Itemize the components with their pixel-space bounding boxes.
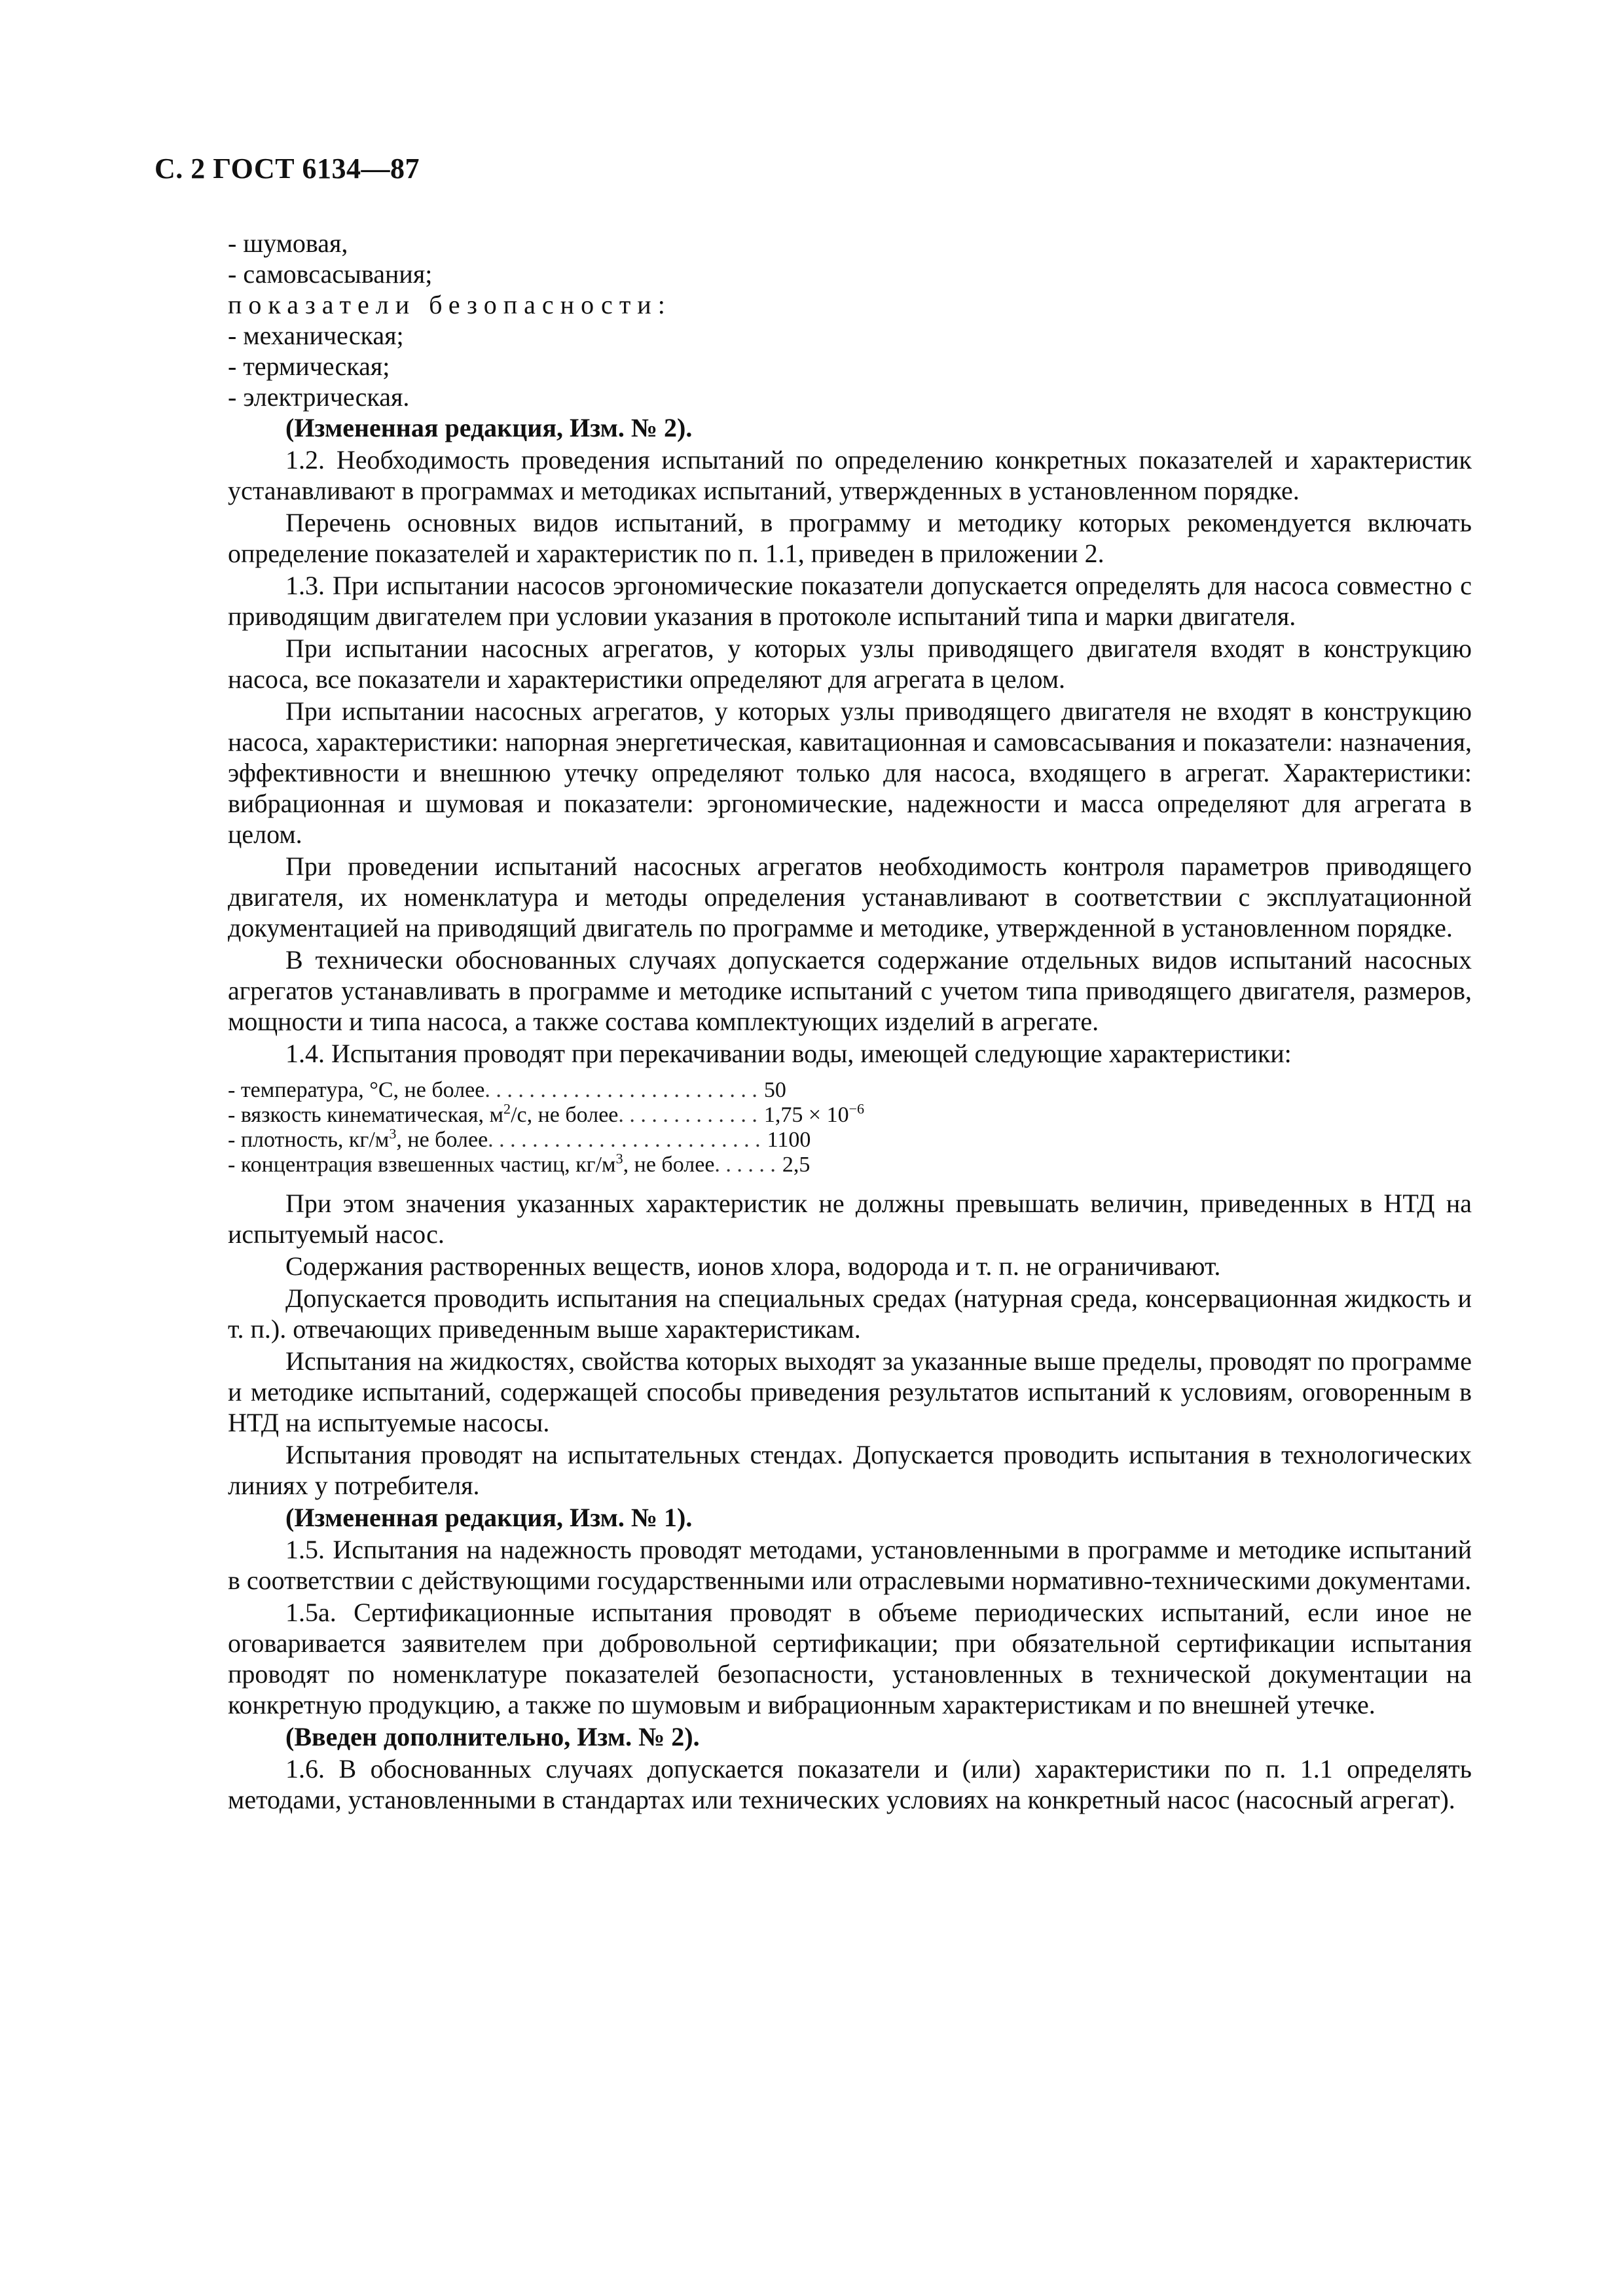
amendment-note: (Введен дополнительно, Изм. № 2).	[285, 1722, 700, 1751]
paragraph-1-3: 1.3. При испытании насосов эргономические показатели допускается определять для насоса совместно с приводящим двигателем при условии указания в протоколе испытаний типа и марки двигателя.	[228, 571, 1472, 631]
paragraph: В технически обоснованных случаях допускается содержание отдельных видов испытаний насосных агрегатов устанавливать в программе и методике испытаний с учетом типа приводящего двигателя, размеров, мощности и типа насоса, а также состава комплектующих изделий в агрегате.	[228, 945, 1472, 1036]
dot-leader: . . . . . .	[714, 1153, 776, 1177]
paragraph: Допускается проводить испытания на специальных средах (натурная среда, консервационная жидкость и т. п.). отвечающих приведенным выше характеристикам.	[228, 1283, 1472, 1344]
water-characteristics-list	[228, 1078, 1472, 1177]
characteristic-label: - температура, °С, не более	[228, 1078, 485, 1102]
paragraph-1-5a: 1.5а. Сертификационные испытания проводят в объеме периодических испытаний, если иное не оговаривается заявителем при добровольной сертификации; при обязательной сертификации испытания проводят по номенклатуре показателей безопасности, установленных в технической документации на конкретную продукцию, а также по шумовым и вибрационным характеристикам и по внешней утечке.	[228, 1598, 1472, 1719]
paragraph-1-4: 1.4. Испытания проводят при перекачивании воды, имеющей следующие характеристики:	[285, 1039, 1292, 1068]
document-body	[228, 228, 1472, 1816]
safety-indicators-heading: показатели безопасности:	[228, 290, 672, 319]
characteristic-row	[228, 1150, 1472, 1177]
list-item: - термическая;	[228, 351, 390, 381]
paragraph: При проведении испытаний насосных агрегатов необходимость контроля параметров приводящего двигателя, их номенклатура и методы определения устанавливают в соответствии с эксплуатационной документацией на приводящий двигатель по программе и методике, утвержденной в установленном порядке.	[228, 852, 1472, 942]
paragraph: При этом значения указанных характеристик не должны превышать величин, приведенных в НТД на испытуемый насос.	[228, 1189, 1472, 1249]
dot-leader: . . . . . . . . . . . . . . . . . . . . . . . . .	[484, 1078, 757, 1102]
paragraph-1-5: 1.5. Испытания на надежность проводят методами, установленными в программе и методике испытаний в соответствии с действующими государственными или отраслевыми нормативно-техническими документами.	[228, 1535, 1472, 1595]
list-item: - механическая;	[228, 321, 404, 350]
characteristic-row	[228, 1078, 1472, 1103]
page-header: С. 2 ГОСТ 6134—87	[155, 152, 420, 185]
paragraph-1-6: 1.6. В обоснованных случаях допускается показатели и (или) характеристики по п. 1.1 определять методами, установленными в стандартах или технических условиях на конкретный насос (насосный агрегат).	[228, 1754, 1472, 1814]
characteristic-value: 1100	[767, 1128, 811, 1152]
characteristic-row	[228, 1125, 1472, 1153]
characteristic-value: 50	[763, 1078, 786, 1102]
paragraph: Испытания на жидкостях, свойства которых выходят за указанные выше пределы, проводят по программе и методике испытаний, содержащей способы приведения результатов испытаний к условиям, оговоренным в НТД на испытуемые насосы.	[228, 1346, 1472, 1437]
list-item: - самовсасывания;	[228, 259, 433, 289]
characteristic-label: - концентрация взвешенных частиц, $кг/м^3$, не более	[228, 1150, 715, 1177]
characteristic-value: 2,5	[782, 1153, 811, 1177]
paragraph-1-2: 1.2. Необходимость проведения испытаний по определению конкретных показателей и характеристик устанавливают в программах и методиках испытаний, утвержденных в установленном порядке.	[228, 445, 1472, 505]
paragraph: Испытания проводят на испытательных стендах. Допускается проводить испытания в технологических линиях у потребителя.	[228, 1440, 1472, 1500]
list-item: - электрическая.	[228, 382, 410, 412]
dot-leader: . . . . . . . . . . . . . . . . . . . . . . . . .	[488, 1128, 761, 1152]
characteristic-row	[228, 1100, 1472, 1128]
dot-leader: . . . . . . . . . . . . .	[618, 1103, 757, 1127]
paragraph: При испытании насосных агрегатов, у которых узлы приводящего двигателя не входят в конструкцию насоса, характеристики: напорная энергетическая, кавитационная и самовсасывания и показатели: назначения, эффективности и внешнюю утечку определяют только для насоса, входящего в агрегат. Характеристики: вибрационная и шумовая и показатели: эргономические, надежности и масса определяют для агрегата в целом.	[228, 696, 1472, 849]
characteristic-label: - плотность, $кг/м^3$, не более	[228, 1125, 488, 1152]
characteristic-label: - вязкость кинематическая, $м^2/с$, не более	[228, 1100, 619, 1127]
paragraph: При испытании насосных агрегатов, у которых узлы приводящего двигателя входят в конструкцию насоса, все показатели и характеристики определяют для агрегата в целом.	[228, 634, 1472, 694]
amendment-note: (Измененная редакция, Изм. № 2).	[285, 413, 693, 442]
amendment-note: (Измененная редакция, Изм. № 1).	[285, 1503, 693, 1532]
characteristic-value: $1,75 \times 10^{-6}$	[763, 1100, 865, 1127]
paragraph: Перечень основных видов испытаний, в программу и методику которых рекомендуется включать определение показателей и характеристик по п. 1.1, приведен в приложении 2.	[228, 508, 1472, 568]
paragraph: Содержания растворенных веществ, ионов хлора, водорода и т. п. не ограничивают.	[285, 1251, 1221, 1281]
list-item: - шумовая,	[228, 228, 348, 258]
